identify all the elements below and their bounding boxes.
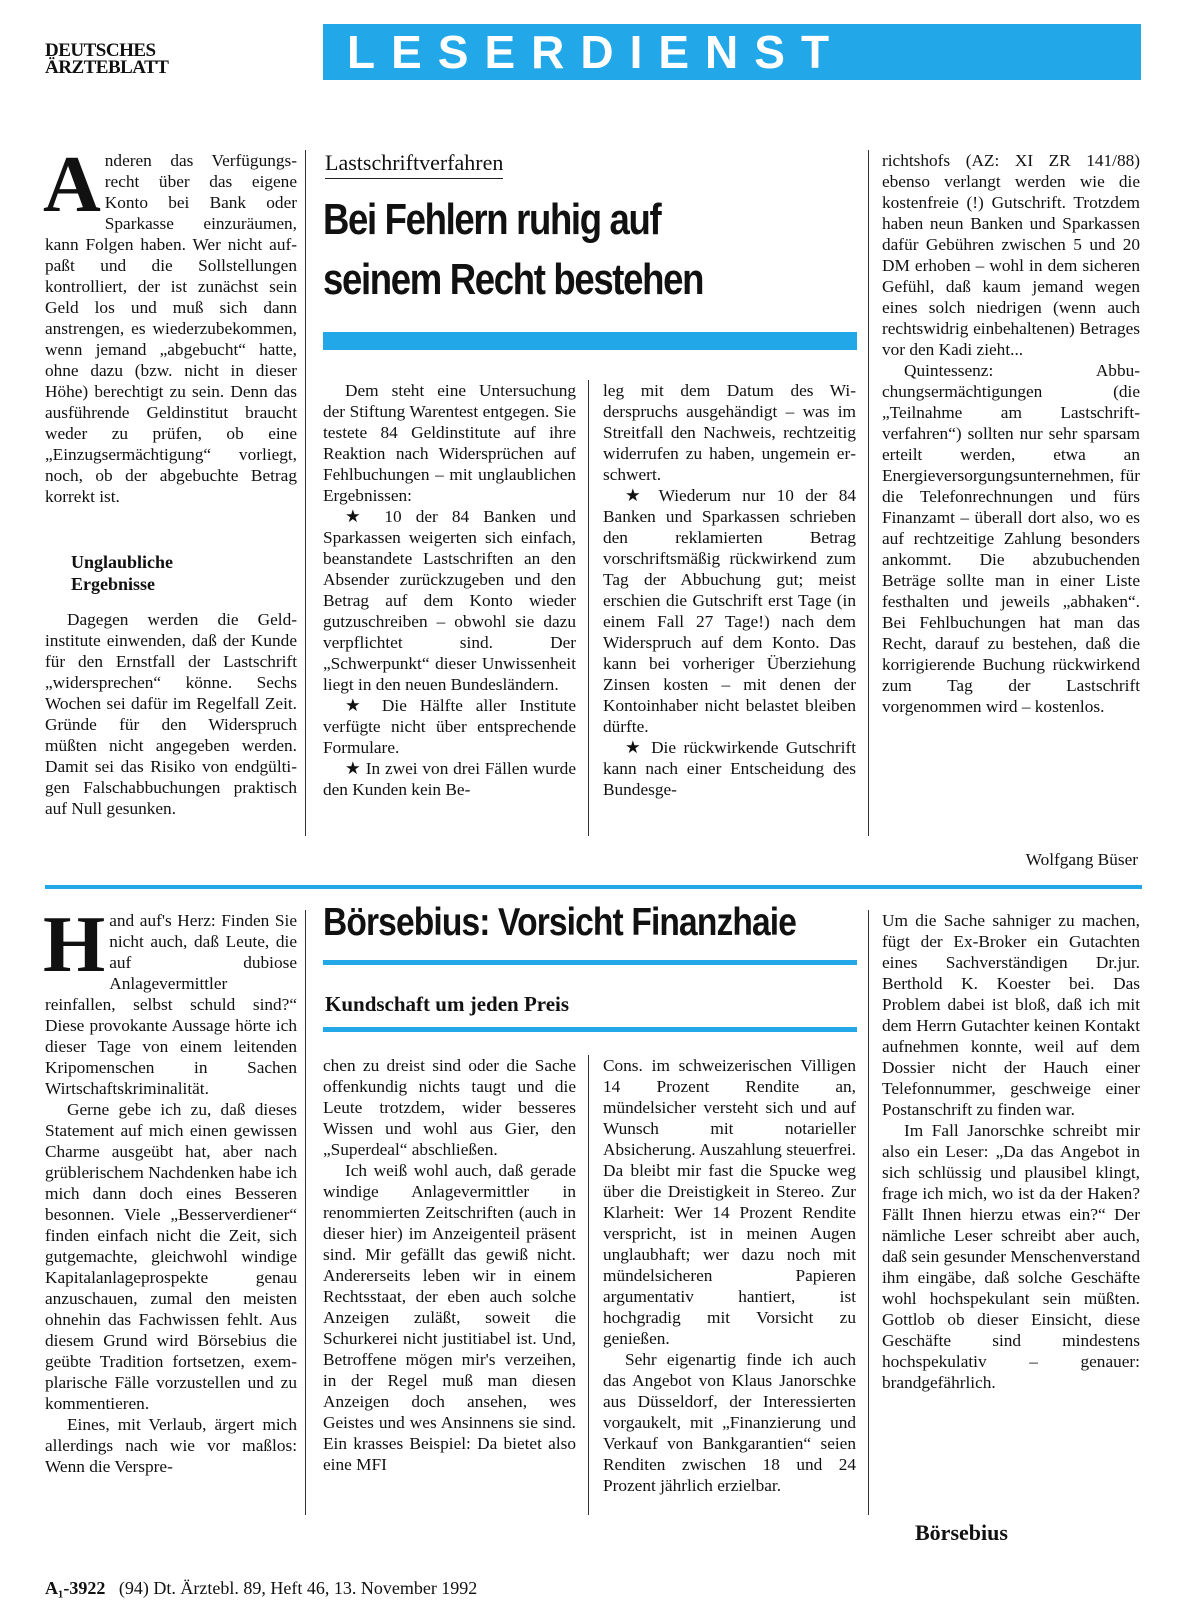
subheading-line1: Unglaubliche <box>71 552 174 572</box>
article2-col2-paragraph2: Ich weiß wohl auch, daß gerade windige Anlagevermittler in renommierten Zeitschriften (auch in dieser hier) im Anzeigenteil präsent sind. Mir gefällt das gewiß nicht. Andererseits leben wir in einem Rechtsstaat, der eben auch solche Anzeigen zuläßt, soweit die Schurkerei nicht justitiabel ist. Und, Betroffene mögen mir's verzeihen, in der Regel muß man diesen Anzeigen doch ansehen, wes Geistes und wes Ansinnens sie sind. Ein krasses Beispiel: Da bietet also eine MFI <box>323 1161 576 1474</box>
article1-col4-paragraph1: richtshofs (AZ: XI ZR 141/88) ebenso verlangt werden wie die kostenfreie (!) Gutschrift. Trotzdem haben neun Banken und Sparkassen dafür Gebühren zwischen 5 und 20 DM erhoben – wohl in dem sicheren Gefühl, daß kaum jemand wegen eines solch niedrigen (wenn auch rechtswidrig einbehaltenen) Betrages vor den Kadi zieht... <box>882 151 1140 359</box>
article2-col2-paragraph1: chen zu dreist sind oder die Sache offenkundig nichts taugt und die Leute trotzdem, wider besseres Wissen und wohl aus Gier, den „Superdeal“ abschließen. <box>323 1056 576 1159</box>
article1-col2-paragraph4: ★ In zwei von drei Fällen wurde den Kunden kein Be- <box>323 759 576 799</box>
article1-col3-paragraph2: ★ Wiederum nur 10 der 84 Banken und Sparkassen schrieben den reklamierten Betrag vorschriftsmäßig rückwirkend zum Tag der Abbuchung gut; meist erschien die Gutschrift erst Tage (in einem Fall 27 Tage!) nach dem Widerspruch auf dem Konto. Das kann bei vorheriger Überziehung Zinsen kosten – mit denen der Kontoinhaber nicht belastet bleiben dürfte. <box>603 486 856 736</box>
headline-rule <box>323 960 857 965</box>
column-divider <box>868 910 869 1515</box>
column-divider <box>868 150 869 836</box>
article2-column2 <box>323 1055 576 1475</box>
subhead-rule <box>323 1027 857 1032</box>
page-footer <box>45 1578 477 1599</box>
article1-col2-paragraph3: ★ Die Hälfte aller Institute verfügte nicht über entsprechende Formulare. <box>323 696 576 757</box>
column-divider <box>588 380 589 836</box>
article2-col3-paragraph1: Cons. im schweizerischen Villigen 14 Prozent Rendite an, mündelsicher versteht sich und auf Wunsch mit notarieller Absicherung. Auszahlung steuerfrei. Da bleibt mir fast die Spucke weg über die Dreistigkeit in Stereo. Zur Klarheit: Wer 14 Prozent Rendite verspricht, ist in meinen Augen unglaubhaft; wer dazu noch mit mündelsicheren Papieren argumentativ hantiert, ist hochgradig mit Vorsicht zu genießen. <box>603 1056 856 1348</box>
column-divider <box>588 1055 589 1515</box>
article1-col1-paragraph2: Dagegen werden die Geldinstitute einwenden, daß der Kunde für den Ernstfall der Lastschrift „widersprechen“ könne. Sechs Wochen sei dafür im Regelfall Zeit. Gründe für den Widerspruch müßten nicht angegeben werden. Damit sei das Risiko von endgültigen Falschabbuchungen praktisch auf Null gesunken. <box>45 610 297 818</box>
article2-subhead: Kundschaft um jeden Preis <box>325 992 570 1016</box>
article2-col4-paragraph1: Um die Sache sahniger zu machen, fügt der Ex-Broker ein Gutachten eines Sachverständigen Dr.jur. Berthold K. Koester bei. Das Problem dabei ist bloß, daß ich mit dem Herrn Gutachter keinen Kontakt aufnehmen konnte, weil auf dem Dossier nicht der Hauch einer Telefonnummer, geschweige einer Postanschrift zu finden war. <box>882 911 1140 1119</box>
issue-info: (94) Dt. Ärztebl. 89, Heft 46, 13. November 1992 <box>118 1578 478 1598</box>
headline-line1: Bei Fehlern ruhig auf <box>323 195 661 244</box>
article2-column3 <box>603 1055 856 1496</box>
article1-column1 <box>43 141 297 819</box>
masthead-logo <box>45 42 168 76</box>
article2-col1-paragraph3: Eines, mit Verlaub, ärgert mich allerdings nach wie vor maßlos: Wenn die Verspre- <box>45 1415 297 1476</box>
article1-col4-paragraph2: Quintessenz: Abbuchungsermächtigungen (die „Teilnahme am Lastschriftverfahren“) sollten nur sehr sparsam erteilt werden, etwa an Energieversorgungsunternehmen, für die Telefonrechnungen und fürs Finanzamt – überall dort also, wo es auf rechtzeitige Zahlung besonders ankommt. Die abzubuchenden Beträge sollte man in einer Liste festhalten und jeweils „abhaken“. Bei Fehlbuchungen hat man das Recht, darauf zu bestehen, daß die korrigierende Buchung rückwirkend zum Tag der Lastschrift vorgenommen wird – kostenlos. <box>882 361 1140 716</box>
article2-col1-paragraph2: Gerne gebe ich zu, daß dieses Statement auf mich einen gewissen Charme ausgeübt hat, aber nach grüblerischem Nachdenken habe ich mich dann doch eines Besseren besonnen. Viele „Besserverdiener“ finden einfach nicht die Zeit, sich gutgemachte, gleichwohl windige Kapitalanlageprospekte genau anzuschauen, zumal den meisten ohnehin das Fachwissen fehlt. Aus diesem Grund wird Börsebius die geübte Tradition fortsetzen, exemplarische Fälle vorzustellen und zu kommentieren. <box>45 1100 297 1413</box>
headline-rule <box>323 332 857 350</box>
section-title: LESERDIENST <box>347 26 846 78</box>
article1-col3-paragraph3: ★ Die rückwirkende Gutschrift kann nach einer Entscheidung des Bundesge- <box>603 738 856 799</box>
article1-headline <box>323 190 771 310</box>
article1-kicker: Lastschriftverfahren <box>325 150 503 179</box>
subheading-line2: Ergebnisse <box>71 574 156 594</box>
column-divider <box>305 150 306 836</box>
article2-col1-paragraph1: and auf's Herz: Finden Sie nicht auch, daß Leute, die auf dubiose Anlagevermittler reinfallen, selbst schuld sind?“ Diese provokante Aussage hörte ich dieser Tage von einem leitenden Kripomenschen in Sachen Wirtschaftskriminalität. <box>45 911 297 1098</box>
headline-line2: seinem Recht bestehen <box>323 255 704 304</box>
drop-cap: H <box>43 901 106 989</box>
article2-signature: Börsebius <box>915 1520 1008 1545</box>
article1-column4 <box>882 150 1140 717</box>
article1-subheading <box>71 551 297 595</box>
section-banner <box>323 24 1141 80</box>
article1-column2 <box>323 380 576 800</box>
article2-col3-paragraph2: Sehr eigenartig finde ich auch das Angebot von Klaus Janorschke aus Düsseldorf, der Interessierten vorgaukelt, mit „Finanzierung und Verkauf von Bankgarantien“ seien Renditen zwischen 18 und 24 Prozent jährlich erzielbar. <box>603 1350 856 1495</box>
article-separator <box>45 885 1142 889</box>
article1-col3-paragraph1: leg mit dem Datum des Widerspruchs ausgehändigt – was im Streitfall den Nachweis, rechtzeitig widerrufen zu haben, ungemein erschwert. <box>603 381 856 484</box>
page-code: A₁-3922 <box>45 1578 106 1598</box>
article2-headline: Börsebius: Vorsicht Finanzhaie <box>323 901 797 944</box>
article1-author: Wolfgang Büser <box>1025 850 1138 869</box>
article1-col1-paragraph1: nderen das Verfügungsrecht über das eigene Konto bei Bank oder Sparkasse einzuräumen, kann Folgen haben. Wer nicht aufpaßt und die Sollstellungen kontrolliert, der ist zunächst sein Geld los und muß sich dann anstrengen, es wiederzubekommen, wenn jemand „abgebucht“ hatte, ohne dazu (bzw. nicht in dieser Höhe) berechtigt zu sein. Denn das ausführende Geldinstitut braucht weder zu prüfen, ob eine „Einzugsermächtigung“ vorliegt, noch, ob der abgebuchte Betrag korrekt ist. <box>45 151 297 506</box>
column-divider <box>305 910 306 1515</box>
article1-col2-paragraph1: Dem steht eine Untersuchung der Stiftung Warentest entgegen. Sie testete 84 Geldinstitute auf ihre Reaktion nach Widersprüchen auf Fehlbuchungen – mit unglaublichen Ergebnissen: <box>323 381 576 505</box>
drop-cap: A <box>43 141 101 229</box>
article1-col2-paragraph2: ★ 10 der 84 Banken und Sparkassen weigerten sich einfach, beanstandete Lastschriften an den Absender zurückzugeben und den Betrag auf dem Konto wieder gutzuschreiben – obwohl sie dazu verpflichtet sind. Der „Schwerpunkt“ dieser Unwissenheit liegt in den neuen Bundesländern. <box>323 507 576 694</box>
article2-column4 <box>882 910 1140 1393</box>
masthead-line1: DEUTSCHES <box>45 40 156 61</box>
masthead-line2: ÄRZTEBLATT <box>45 57 169 78</box>
article2-col4-paragraph2: Im Fall Janorschke schreibt mir also ein Leser: „Da das Angebot in sich schlüssig und plausibel klingt, frage ich mich, wo ist da der Haken? Fällt Ihnen hierzu etwas ein?“ Der nämliche Leser schreibt aber auch, daß sein gesunder Menschenverstand ihm eingäbe, daß solche Geschäfte wohl hochspekulant sein müßten. Gottlob ob dieser Einsicht, diese Geschäfte sind mindestens hochspekulativ – genauer: brandgefährlich. <box>882 1121 1140 1392</box>
article1-column3 <box>603 380 856 800</box>
article2-column1 <box>43 901 297 1477</box>
